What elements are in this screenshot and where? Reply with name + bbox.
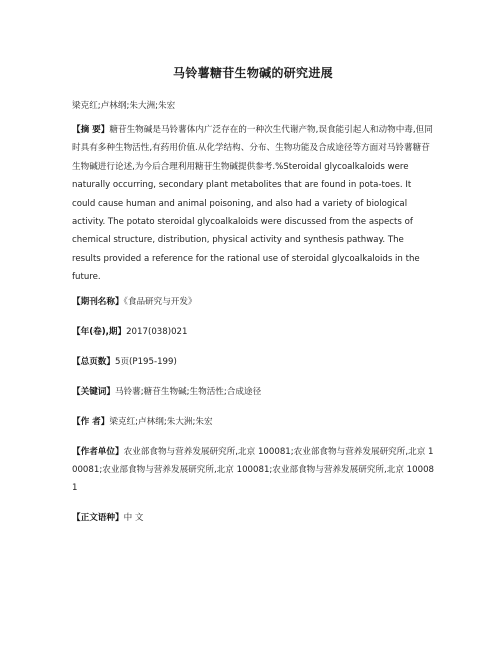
author-field [72,413,434,431]
journal-value: 《食品研究与开发》 [123,296,197,307]
affiliation-field [72,443,434,497]
keywords-value: 马铃薯;糖苷生物碱;生物活性;合成途径 [114,386,262,397]
language-field [72,509,434,527]
pages-field [72,353,434,371]
pages-label: 【总页数】 [72,356,115,367]
year-issue-value: 2017(038)021 [126,326,188,337]
affiliation-value: 农业部食物与营养发展研究所,北京 100081;农业部食物与营养发展研究所,北京 100081;农业部食物与营养发展研究所,北京 100081;农业部食物与营养发展研究所,北京 100081 [72,446,435,493]
article-title: 马铃薯糖苷生物碱的研究进展 [173,66,333,80]
abstract-label: 【摘 要】 [72,125,110,135]
keywords-label: 【关键词】 [72,386,115,397]
keywords-field [72,383,434,401]
author-label: 【作 者】 [72,416,110,427]
article-authors: 梁克红;卢林纲;朱大洲;朱宏 [72,101,176,111]
language-value: 中 文 [123,512,144,523]
journal-label: 【期刊名称】 [72,296,124,307]
author-value: 梁克红;卢林纲;朱大洲;朱宏 [109,416,213,427]
affiliation-label: 【作者单位】 [72,446,124,457]
pages-value: 5页(P195-199) [114,356,177,367]
abstract-section [72,121,434,287]
journal-field [72,293,434,311]
language-label: 【正文语种】 [72,512,124,523]
year-issue-field [72,323,434,341]
abstract-text: 糖苷生物碱是马铃薯体内广泛存在的一种次生代谢产物,误食能引起人和动物中毒,但同时具有多种生物活性,有药用价值.从化学结构、分布、生物功能及合成途径等方面对马铃薯糖苷生物碱进行论述,为今后合理利用糖苷生物碱提供参考.%Steroidal glycoalkaloids were naturally occurring, secondary plant metabolites that are found in pota-toes. It could cause human and animal poisoning, and also had a variety of biological activity. The potato steroidal glycoalkaloids were discussed from the aspects of chemical structure, distribution, physical activity and synthesis pathway. The results provided a reference for the rational use of steroidal glycoalkaloids in the future. [72,125,433,283]
year-issue-label: 【年(卷),期】 [72,326,127,337]
